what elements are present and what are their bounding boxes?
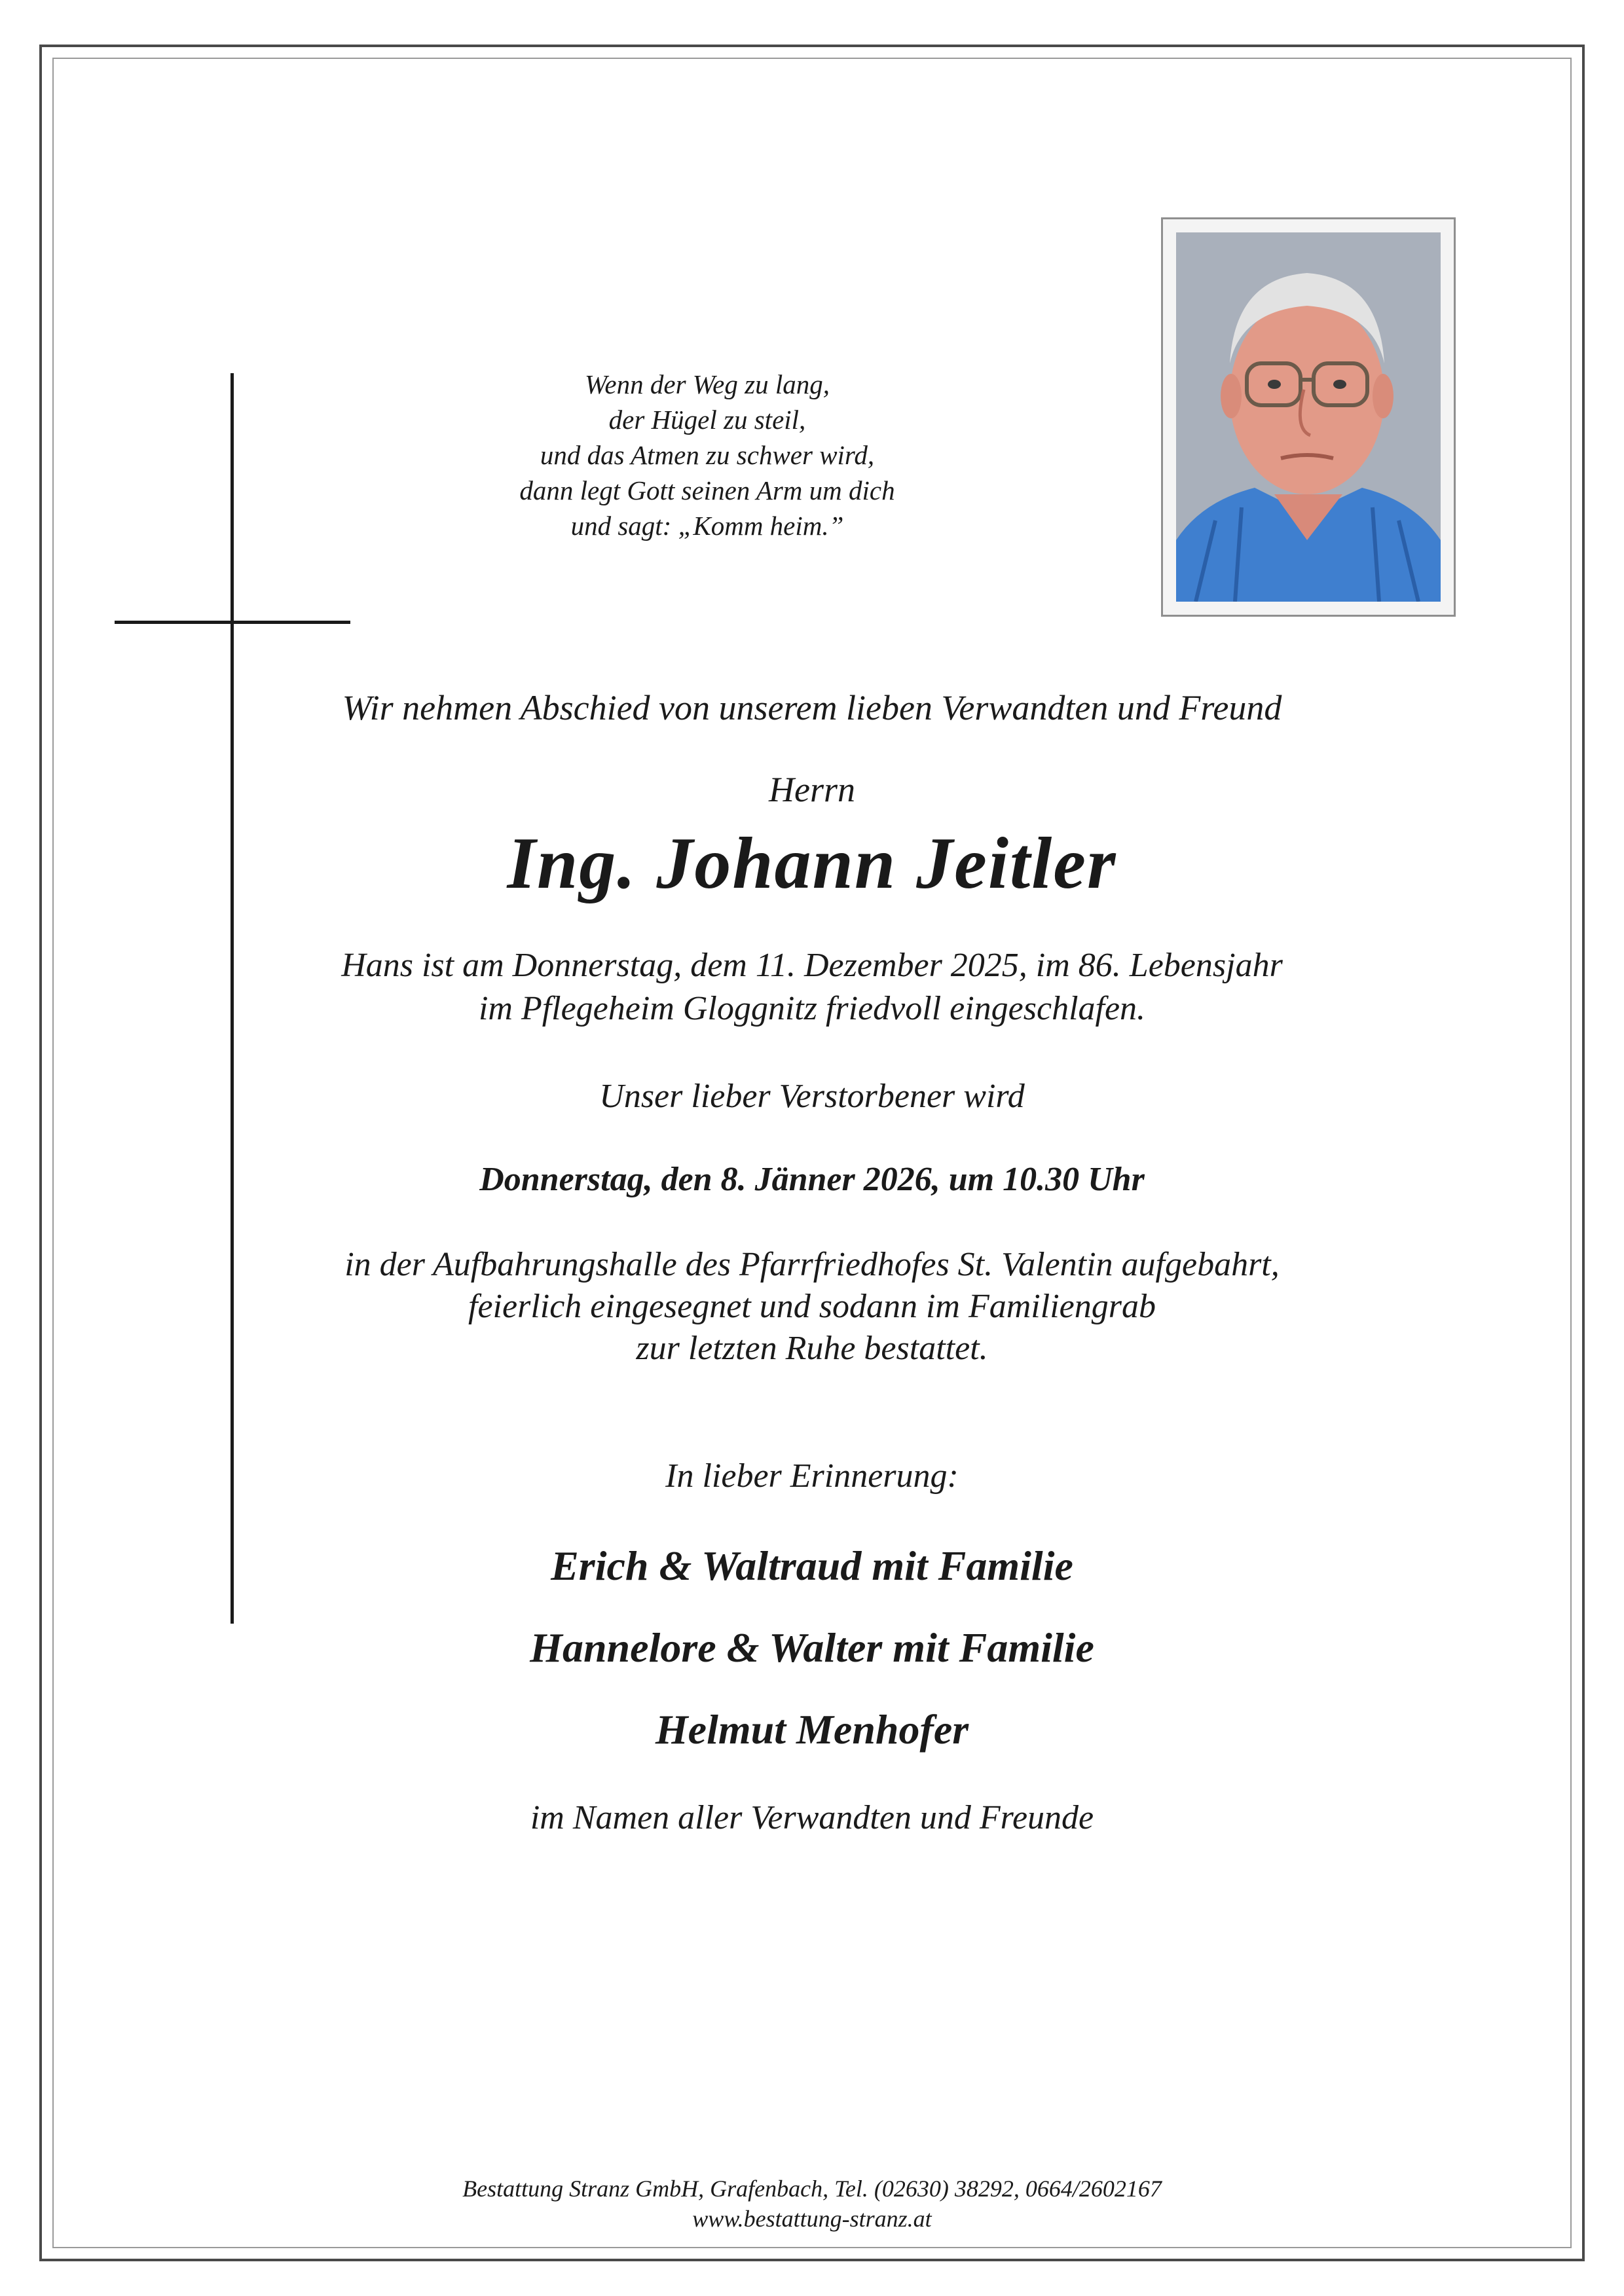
deceased-name: Ing. Johann Jeitler — [507, 823, 1117, 904]
burial-intro: Unser lieber Verstorbener wird — [599, 1078, 1025, 1115]
mourner-name: Helmut Menhofer — [655, 1706, 969, 1753]
funeral-home-website: www.bestattung-stranz.at — [692, 2206, 932, 2232]
portrait-frame — [1161, 217, 1456, 617]
death-line: Hans ist am Donnerstag, dem 11. Dezember 2025, im 86. Lebensjahr — [341, 947, 1283, 984]
closing-line: im Namen aller Verwandten und Freunde — [530, 1799, 1094, 1836]
mourner-name: Erich & Waltraud mit Familie — [551, 1542, 1073, 1589]
death-line: im Pflegeheim Gloggnitz friedvoll eingeschlafen. — [478, 990, 1146, 1027]
poem-line: und sagt: „Komm heim.” — [570, 511, 844, 541]
salutation: Herrn — [769, 770, 855, 809]
poem-line: Wenn der Weg zu lang, — [585, 369, 830, 399]
death-announcement — [0, 944, 1624, 1030]
poem — [419, 367, 995, 543]
burial-place — [0, 1244, 1624, 1370]
cross-horizontal-bar — [115, 621, 350, 624]
portrait-illustration — [1176, 232, 1441, 602]
burial-place-line: in der Aufbahrungshalle des Pfarrfriedhofes St. Valentin aufgebahrt, — [344, 1246, 1280, 1283]
mourner-name: Hannelore & Walter mit Familie — [530, 1624, 1094, 1671]
memory-label: In lieber Erinnerung: — [665, 1457, 959, 1495]
farewell-intro: Wir nehmen Abschied von unserem lieben Verwandten und Freund — [342, 688, 1282, 727]
burial-place-line: feierlich eingesegnet und sodann im Familiengrab — [468, 1288, 1156, 1325]
portrait-photo — [1176, 232, 1441, 602]
burial-datetime: Donnerstag, den 8. Jänner 2026, um 10.30 Uhr — [479, 1161, 1145, 1198]
footer — [0, 2174, 1624, 2234]
burial-place-line: zur letzten Ruhe bestattet. — [636, 1330, 988, 1367]
poem-line: dann legt Gott seinen Arm um dich — [519, 475, 895, 505]
poem-line: der Hügel zu steil, — [608, 405, 806, 435]
poem-line: und das Atmen zu schwer wird, — [540, 440, 875, 470]
funeral-home-info: Bestattung Stranz GmbH, Grafenbach, Tel. (02630) 38292, 0664/2602167 — [462, 2176, 1162, 2202]
